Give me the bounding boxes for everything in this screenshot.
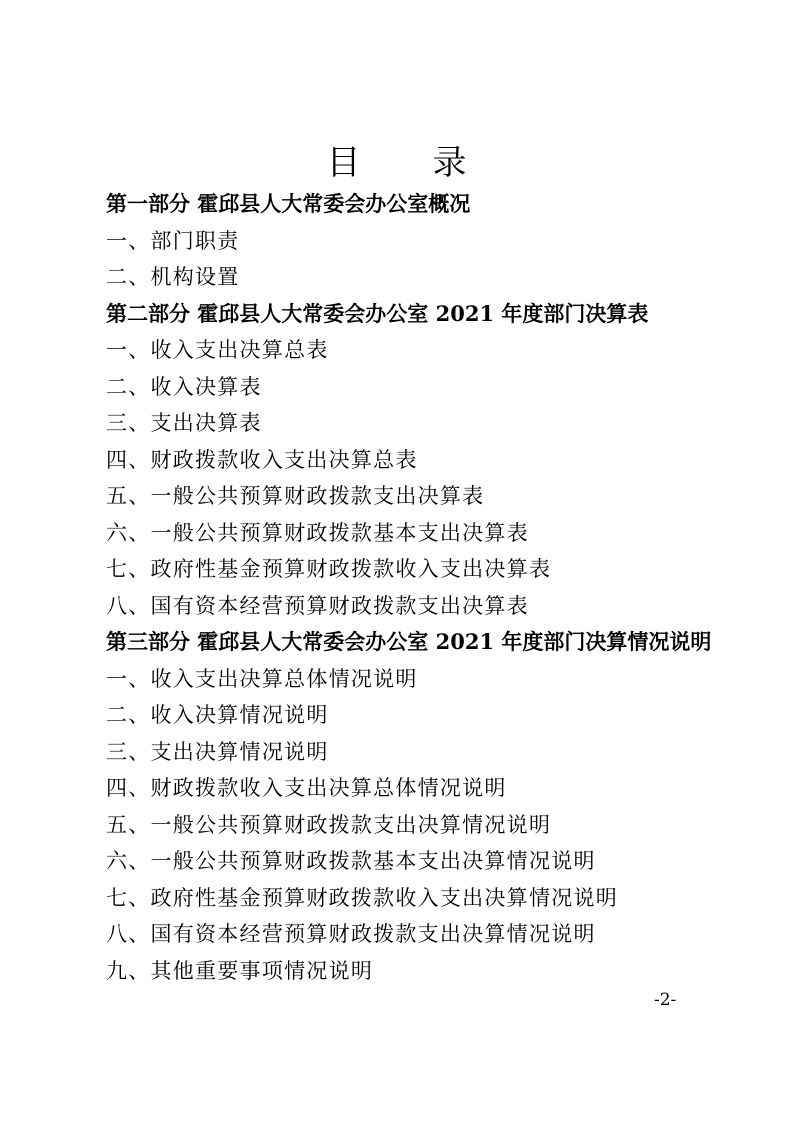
table-of-contents — [106, 186, 726, 989]
page-title: 目 录 — [326, 143, 498, 183]
toc-item: 五、一般公共预算财政拨款支出决算情况说明 — [106, 812, 552, 837]
toc-item: 六、一般公共预算财政拨款基本支出决算情况说明 — [106, 849, 596, 873]
page-number: -2- — [654, 990, 677, 1010]
toc-item: 二、机构设置 — [106, 265, 240, 289]
toc-item: 七、政府性基金预算财政拨款收入支出决算情况说明 — [106, 885, 618, 910]
toc-item: 二、收入决算情况说明 — [106, 703, 329, 727]
toc-item: 四、财政拨款收入支出决算总表 — [106, 447, 418, 472]
toc-part-heading: 第一部分 霍邱县人大常委会办公室概况 — [106, 191, 471, 216]
toc-item: 七、政府性基金预算财政拨款收入支出决算表 — [106, 557, 552, 581]
toc-item: 六、一般公共预算财政拨款基本支出决算表 — [106, 520, 529, 545]
toc-item: 一、部门职责 — [106, 228, 240, 253]
toc-item: 四、财政拨款收入支出决算总体情况说明 — [106, 776, 507, 800]
toc-part-heading: 第二部分 霍邱县人大常委会办公室 2021 年度部门决算表 — [106, 300, 649, 326]
toc-item: 八、国有资本经营预算财政拨款支出决算表 — [106, 593, 529, 618]
toc-item: 三、支出决算情况说明 — [106, 739, 329, 764]
toc-item: 五、一般公共预算财政拨款支出决算表 — [106, 484, 485, 508]
toc-part-heading: 第三部分 霍邱县人大常委会办公室 2021 年度部门决算情况说明 — [106, 629, 712, 654]
toc-item: 九、其他重要事项情况说明 — [106, 958, 374, 983]
toc-item: 三、支出决算表 — [106, 411, 262, 435]
toc-item: 二、收入决算表 — [106, 374, 262, 399]
toc-item: 一、收入支出决算总体情况说明 — [106, 666, 418, 691]
toc-item: 八、国有资本经营预算财政拨款支出决算情况说明 — [106, 922, 596, 946]
toc-item: 一、收入支出决算总表 — [106, 338, 329, 362]
